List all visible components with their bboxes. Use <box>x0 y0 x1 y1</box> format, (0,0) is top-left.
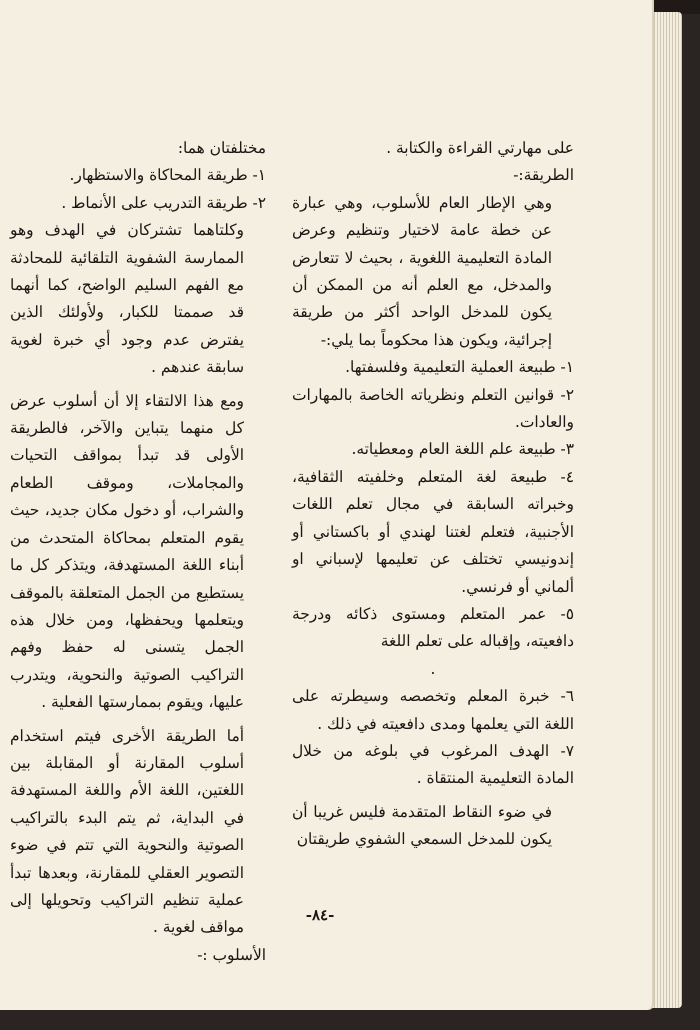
list-item: ٥- عمر المتعلم ومستوى ذكائه ودرجة دافعيته، وإقباله على تعلم اللغة <box>292 604 574 651</box>
list-item: ٤- طبيعة لغة المتعلم وخلفيته الثقافية، وخبراته السابقة في مجال تعلم اللغات الأجنبية، فتعلم لغتنا لهندي أو باكستاني أو إندونيسي تختلف عن تعليمها لإسباني او ألماني أو فرنسي. <box>292 467 574 596</box>
list-item: ١- طريقة المحاكاة والاستظهار. <box>69 166 266 185</box>
page-number: -٨٤- <box>305 906 335 924</box>
section-heading: الطريقة:- <box>513 166 574 185</box>
stray-dot: . <box>430 659 436 678</box>
paragraph: مختلفتان هما: <box>177 139 266 157</box>
left-column <box>0 135 266 969</box>
paragraph: ومع هذا الالتقاء إلا أن أسلوب عرض كل منهما يتباين والآخر، فالطريقة الأولى قد تبدأ بمواقف التحيات والمجاملات، وموقف الطعام والشراب، أو دخول مكان جديد، حيث يقوم المتعلم بمحاكاة المتحدث من أبناء اللغة المستهدفة، ويتذكر كل ما يستطيع من الجمل المتعلقة بالموقف ويتعلمها ويحفظها، ومن خلال هذه الجمل يتسنى له حفظ وفهم التراكيب الصوتية والنحوية، ويتدرب عليها، ويقوم بممارستها الفعلية . <box>10 391 244 712</box>
list-item: ٢- قوانين التعلم ونظرياته الخاصة بالمهارات والعادات. <box>292 385 574 432</box>
paragraph: على مهارتي القراءة والكتابة . <box>386 139 574 157</box>
list-item: ٢- طريقة التدريب على الأنماط . <box>61 193 266 212</box>
list-item: ٧- الهدف المرغوب في بلوغه من خلال المادة التعليمية المنتقاة . <box>292 741 574 788</box>
section-heading: الأسلوب :- <box>197 945 266 964</box>
paragraph: في ضوء النقاط المتقدمة فليس غريبا أن يكون للمدخل السمعي الشفوي طريقتان <box>292 802 552 849</box>
paragraph: وكلتاهما تشتركان في الهدف وهو الممارسة الشفوية التلقائية للمحادثة مع الفهم السليم الواضح، كما أنهما قد صممتا للكبار، ولأولئك الذين يفترض عدم وجود أي خبرة لغوية سابقة عندهم . <box>10 221 244 377</box>
book-page-edges <box>652 12 682 1008</box>
right-column <box>292 135 574 854</box>
list-item: ١- طبيعة العملية التعليمية وفلسفتها. <box>345 358 574 377</box>
paragraph: وهي الإطار العام للأسلوب، وهي عبارة عن خطة عامة لاختيار وتنظيم وعرض المادة التعليمية اللغوية ، بحيث لا تتعارض والمدخل، مع العلم أنه من الممكن أن يكون للمدخل الواحد أكثر من طريقة إجرائية، ويكون هذا محكوماً بما يلي:- <box>292 193 552 349</box>
paragraph: أما الطريقة الأخرى فيتم استخدام أسلوب المقارنة أو المقابلة بين اللغتين، اللغة الأم واللغة المستهدفة في البداية، ثم يتم البدء بالتراكيب الصوتية والنحوية التي تتم في ضوء التصوير العقلي للمقارنة، وبعدها تبدأ عملية تنظيم التراكيب وتحويلها إلى مواقف لغوية . <box>10 726 244 937</box>
list-item: ٦- خبرة المعلم وتخصصه وسيطرته على اللغة التي يعلمها ومدى دافعيته في ذلك . <box>292 687 574 733</box>
list-item: ٣- طبيعة علم اللغة العام ومعطياته. <box>351 440 574 459</box>
